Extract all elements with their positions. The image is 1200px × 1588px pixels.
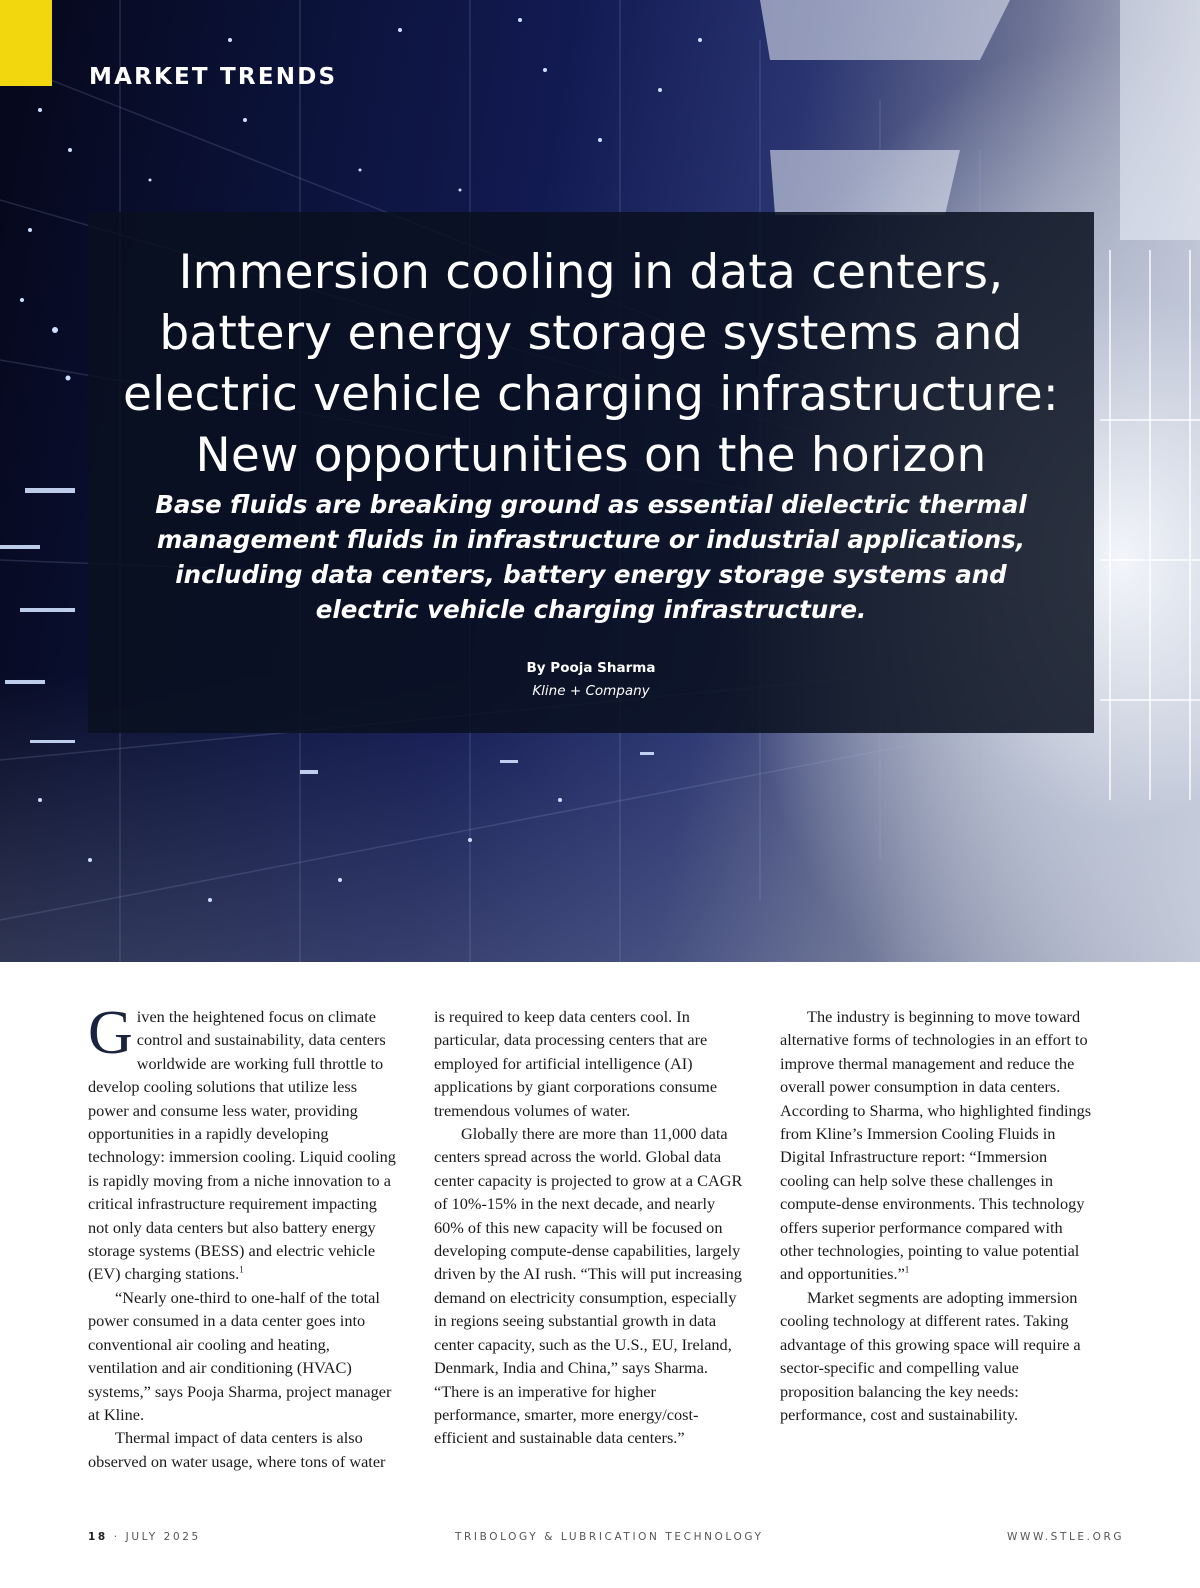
paragraph-3-continued: is required to keep data centers cool. In particular, data processing centers that are employed for artificial intelligence (AI) applications by giant corporations consume tremendous volumes of water. xyxy=(434,1007,718,1120)
paragraph-6: Market segments are adopting immersion cooling technology at different rates. Taking advantage of this growing space will require a sector-specific and compelling value proposition balancing the key needs: performance, cost and sustainability. xyxy=(780,1287,1081,1424)
footer-separator: · xyxy=(113,1531,120,1543)
footnote-ref: 1 xyxy=(904,1265,910,1276)
paragraph-5-text: The industry is beginning to move toward alternative forms of technologies in an effort to improve thermal management and reduce the overall power consumption in data centers. According to Sharma, who highlighted findings from Kline’s Immersion Cooling Fluids in Digital Infrastructure report: “Immersion cooling can help solve these challenges in compute-dense environments. This technology offers superior performance compared with other technologies, pointing to value potential and opportunities.” xyxy=(780,1007,1092,1284)
article-title: Immersion cooling in data centers, battery energy storage systems and electric vehicle charging infrastructure: New opportunities on the horizon xyxy=(123,245,1059,483)
author-name: By Pooja Sharma xyxy=(526,660,656,676)
issue-date: JULY 2025 xyxy=(125,1531,201,1543)
website-link[interactable]: WWW.STLE.ORG xyxy=(1007,1531,1125,1543)
article-subtitle: Base fluids are breaking ground as essential dielectric thermal management fluids in infrastructure or industrial applications, including data centers, battery energy storage systems and electric vehicle charging infrastructure. xyxy=(155,490,1027,624)
page-number: 18 xyxy=(88,1531,108,1543)
footer-page-info xyxy=(88,1531,201,1543)
byline xyxy=(88,657,1094,703)
section-color-tab xyxy=(0,0,52,86)
footnote-ref: 1 xyxy=(239,1265,244,1276)
publication-name: TRIBOLOGY & LUBRICATION TECHNOLOGY xyxy=(455,1531,764,1543)
paragraph-1-text: iven the heightened focus on climate control and sustainability, data centers worldwide are working full throttle to develop cooling solutions that utilize less power and consume less water, providing opportunities in a rapidly developing technology: immersion cooling. Liquid cooling is rapidly moving from a niche innovation to a critical infrastructure requirement impacting not only data centers but also battery energy storage systems (BESS) and electric vehicle (EV) charging stations. xyxy=(88,1007,396,1284)
section-label: MARKET TRENDS xyxy=(89,64,338,90)
title-panel xyxy=(88,212,1094,733)
paragraph-1 xyxy=(88,999,400,1286)
paragraph-4: Globally there are more than 11,000 data centers spread across the world. Global data center capacity is projected to grow at a CAGR of 10%-15% in the next decade, and nearly 60% of this new capacity will be focused on developing compute-dense capabilities, largely driven by the AI rush. “This will put increasing demand on electricity consumption, especially in regions seeing substantial growth in data center capacity, such as the U.S., EU, Ireland, Denmark, India and China,” says Sharma. “There is an imperative for higher performance, smarter, more energy/cost-efficient and sustainable data centers.” xyxy=(434,1124,743,1448)
paragraph-5 xyxy=(780,1005,1092,1286)
text-column-3 xyxy=(780,1005,1092,1426)
text-column-2 xyxy=(434,1005,746,1450)
text-column-1 xyxy=(88,999,400,1473)
paragraph-2: “Nearly one-third to one-half of the total power consumed in a data center goes into conventional air cooling and heating, ventilation and air conditioning (HVAC) systems,” says Pooja Sharma, project manager at Kline. xyxy=(88,1287,392,1424)
author-organization: Kline + Company xyxy=(532,683,650,699)
paragraph-3: Thermal impact of data centers is also observed on water usage, where tons of water xyxy=(88,1428,386,1471)
drop-cap: G xyxy=(88,999,133,1067)
